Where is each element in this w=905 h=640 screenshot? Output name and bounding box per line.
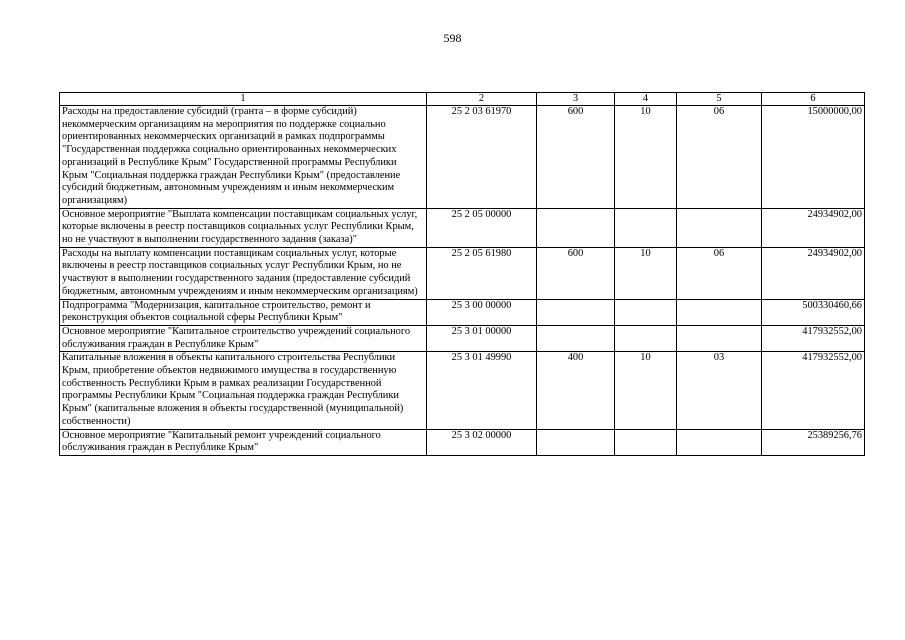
row-code: 25 2 05 61980 xyxy=(427,247,537,299)
table-row xyxy=(60,325,865,351)
row-col5 xyxy=(677,429,762,455)
row-col4 xyxy=(615,429,677,455)
row-col5 xyxy=(677,299,762,325)
table-row xyxy=(60,106,865,209)
table-row xyxy=(60,208,865,247)
row-code: 25 2 05 00000 xyxy=(427,208,537,247)
row-col4: 10 xyxy=(615,247,677,299)
row-description: Расходы на выплату компенсации поставщикам социальных услуг, которые включены в реестр поставщиков социальных услуг Республики Крым, но не участвуют в выполнении государственного задания (предоставление субсидий бюджетным, автономным учреждениям и иным некоммерческим организациям) xyxy=(60,247,427,299)
row-col3 xyxy=(537,429,615,455)
row-description: Основное мероприятие "Капитальное строительство учреждений социального обслуживания граждан в Республике Крым" xyxy=(60,325,427,351)
row-description: Капитальные вложения в объекты капитального строительства Республики Крым, приобретение объектов недвижимого имущества в государственную собственность Республики Крым в рамках реализации Государственной программы Республики Крым "Социальная поддержка граждан Республики Крым" (капитальные вложения в объекты государственной (муниципальной) собственности) xyxy=(60,352,427,429)
row-amount: 417932552,00 xyxy=(762,352,865,429)
row-code: 25 3 00 00000 xyxy=(427,299,537,325)
row-col4: 10 xyxy=(615,352,677,429)
col-header-6: 6 xyxy=(762,93,865,106)
row-description: Расходы на предоставление субсидий (гранта – в форме субсидий) некоммерческим организациям на мероприятия по поддержке социально ориентированных некоммерческих организаций в рамках подпрограммы "Государственная поддержка социально ориентированных некоммерческих организаций в Республике Крым" Государственной программы Республики Крым "Социальная поддержка граждан Республики Крым" (предоставление субсидий бюджетным, автономным учреждениям и иным некоммерческим организациям) xyxy=(60,106,427,209)
row-col5: 06 xyxy=(677,247,762,299)
row-amount: 24934902,00 xyxy=(762,247,865,299)
row-col3: 600 xyxy=(537,106,615,209)
row-col3 xyxy=(537,325,615,351)
page-number: 598 xyxy=(443,31,462,45)
row-code: 25 3 01 49990 xyxy=(427,352,537,429)
row-col3 xyxy=(537,208,615,247)
row-col4 xyxy=(615,208,677,247)
col-header-3: 3 xyxy=(537,93,615,106)
row-col4: 10 xyxy=(615,106,677,209)
row-amount: 417932552,00 xyxy=(762,325,865,351)
row-code: 25 3 01 00000 xyxy=(427,325,537,351)
row-code: 25 3 02 00000 xyxy=(427,429,537,455)
row-col3 xyxy=(537,299,615,325)
row-col5: 03 xyxy=(677,352,762,429)
row-description: Подпрограмма "Модернизация, капитальное строительство, ремонт и реконструкция объектов социальной сферы Республики Крым" xyxy=(60,299,427,325)
col-header-5: 5 xyxy=(677,93,762,106)
row-code: 25 2 03 61970 xyxy=(427,106,537,209)
row-col4 xyxy=(615,325,677,351)
row-amount: 500330460,66 xyxy=(762,299,865,325)
header-row xyxy=(60,93,865,106)
row-col5 xyxy=(677,325,762,351)
table-row xyxy=(60,299,865,325)
row-col5: 06 xyxy=(677,106,762,209)
row-amount: 24934902,00 xyxy=(762,208,865,247)
row-amount: 15000000,00 xyxy=(762,106,865,209)
col-header-1: 1 xyxy=(60,93,427,106)
row-col5 xyxy=(677,208,762,247)
budget-table xyxy=(59,92,865,456)
table-row xyxy=(60,247,865,299)
table-row xyxy=(60,352,865,429)
table-row xyxy=(60,429,865,455)
col-header-4: 4 xyxy=(615,93,677,106)
row-col4 xyxy=(615,299,677,325)
col-header-2: 2 xyxy=(427,93,537,106)
row-description: Основное мероприятие "Капитальный ремонт учреждений социального обслуживания граждан в Республике Крым" xyxy=(60,429,427,455)
row-description: Основное мероприятие "Выплата компенсации поставщикам социальных услуг, которые включены в реестр поставщиков социальных услуг Республики Крым, но не участвуют в выполнении государственного задания (заказа)" xyxy=(60,208,427,247)
row-col3: 400 xyxy=(537,352,615,429)
row-amount: 25389256,76 xyxy=(762,429,865,455)
row-col3: 600 xyxy=(537,247,615,299)
